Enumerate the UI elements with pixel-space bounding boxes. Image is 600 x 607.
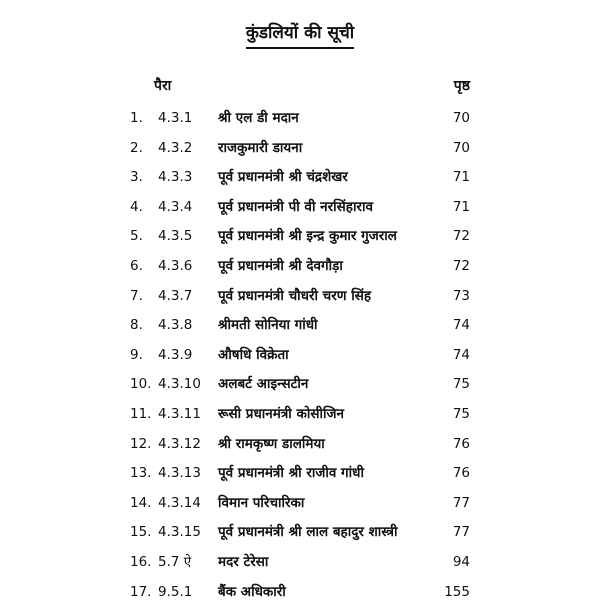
list-item [120, 163, 480, 193]
item-name: पूर्व प्रधानमंत्री श्री इन्द्र कुमार गुजराल [218, 222, 397, 252]
list-item [120, 430, 480, 460]
item-number: 14. [130, 489, 151, 519]
item-para-code: 4.3.6 [158, 252, 192, 282]
item-para-code: 4.3.14 [158, 489, 201, 519]
list-item [120, 311, 480, 341]
item-page-number: 71 [453, 193, 470, 223]
table-header [120, 76, 480, 96]
item-page-number: 73 [453, 282, 470, 312]
list-item [120, 252, 480, 282]
list-item [120, 193, 480, 223]
document-page [120, 0, 480, 600]
item-para-code: 4.3.1 [158, 104, 192, 134]
item-page-number: 76 [453, 430, 470, 460]
item-number: 9. [130, 341, 143, 371]
list-item [120, 459, 480, 489]
list-item [120, 518, 480, 548]
item-name: पूर्व प्रधानमंत्री श्री देवगौड़ा [218, 252, 343, 282]
item-page-number: 75 [453, 370, 470, 400]
list-item [120, 400, 480, 430]
item-number: 12. [130, 430, 151, 460]
item-number: 8. [130, 311, 143, 341]
contents-list [120, 104, 480, 607]
item-para-code: 4.3.13 [158, 459, 201, 489]
item-number: 3. [130, 163, 143, 193]
item-page-number: 74 [453, 341, 470, 371]
item-page-number: 70 [453, 134, 470, 164]
item-number: 7. [130, 282, 143, 312]
item-name: विमान परिचारिका [218, 489, 304, 519]
item-para-code: 4.3.10 [158, 370, 201, 400]
item-name: रूसी प्रधानमंत्री कोसीजिन [218, 400, 344, 430]
item-para-code: 4.3.2 [158, 134, 192, 164]
list-item [120, 548, 480, 578]
column-header-para: पैरा [154, 76, 171, 95]
item-para-code: 4.3.12 [158, 430, 201, 460]
list-item [120, 489, 480, 519]
list-item [120, 341, 480, 371]
item-para-code: 5.7 ऐ [158, 548, 191, 578]
list-item [120, 222, 480, 252]
item-page-number: 77 [453, 518, 470, 548]
item-number: 11. [130, 400, 151, 430]
item-page-number: 74 [453, 311, 470, 341]
item-name: अलबर्ट आइन्सटीन [218, 370, 308, 400]
column-header-page: पृष्ठ [454, 76, 470, 95]
item-name: श्री रामकृष्ण डालमिया [218, 430, 325, 460]
item-para-code: 4.3.11 [158, 400, 201, 430]
item-page-number: 72 [453, 222, 470, 252]
item-name: पूर्व प्रधानमंत्री श्री लाल बहादुर शास्त्री [218, 518, 397, 548]
list-item [120, 282, 480, 312]
item-number: 13. [130, 459, 151, 489]
item-name: पूर्व प्रधानमंत्री श्री राजीव गांधी [218, 459, 364, 489]
page-title [120, 22, 480, 49]
item-number: 4. [130, 193, 143, 223]
item-page-number: 94 [453, 548, 470, 578]
item-para-code: 4.3.15 [158, 518, 201, 548]
item-page-number: 75 [453, 400, 470, 430]
item-name: औषधि विक्रेता [218, 341, 289, 371]
item-name: श्री एल डी मदान [218, 104, 299, 134]
item-para-code: 4.3.4 [158, 193, 192, 223]
item-para-code: 4.3.9 [158, 341, 192, 371]
item-number: 16. [130, 548, 151, 578]
item-para-code: 4.3.7 [158, 282, 192, 312]
item-page-number: 77 [453, 489, 470, 519]
item-page-number: 76 [453, 459, 470, 489]
item-name: पूर्व प्रधानमंत्री चौधरी चरण सिंह [218, 282, 371, 312]
list-item [120, 578, 480, 607]
item-number: 15. [130, 518, 151, 548]
item-number: 1. [130, 104, 143, 134]
item-name: राजकुमारी डायना [218, 134, 302, 164]
item-number: 2. [130, 134, 143, 164]
item-page-number: 155 [444, 578, 470, 607]
list-item [120, 370, 480, 400]
item-name: मदर टेरेसा [218, 548, 268, 578]
item-para-code: 4.3.3 [158, 163, 192, 193]
item-number: 10. [130, 370, 151, 400]
item-name: पूर्व प्रधानमंत्री श्री चंद्रशेखर [218, 163, 348, 193]
item-number: 6. [130, 252, 143, 282]
item-page-number: 70 [453, 104, 470, 134]
item-para-code: 4.3.8 [158, 311, 192, 341]
item-name: बैंक अधिकारी [218, 578, 286, 607]
item-para-code: 9.5.1 [158, 578, 192, 607]
item-page-number: 72 [453, 252, 470, 282]
item-page-number: 71 [453, 163, 470, 193]
list-item [120, 104, 480, 134]
item-number: 5. [130, 222, 143, 252]
page-title-text: कुंडलियों की सूची [246, 22, 354, 49]
item-para-code: 4.3.5 [158, 222, 192, 252]
item-name: पूर्व प्रधानमंत्री पी वी नरसिंहाराव [218, 193, 373, 223]
item-number: 17. [130, 578, 151, 607]
item-name: श्रीमती सोनिया गांधी [218, 311, 318, 341]
list-item [120, 134, 480, 164]
